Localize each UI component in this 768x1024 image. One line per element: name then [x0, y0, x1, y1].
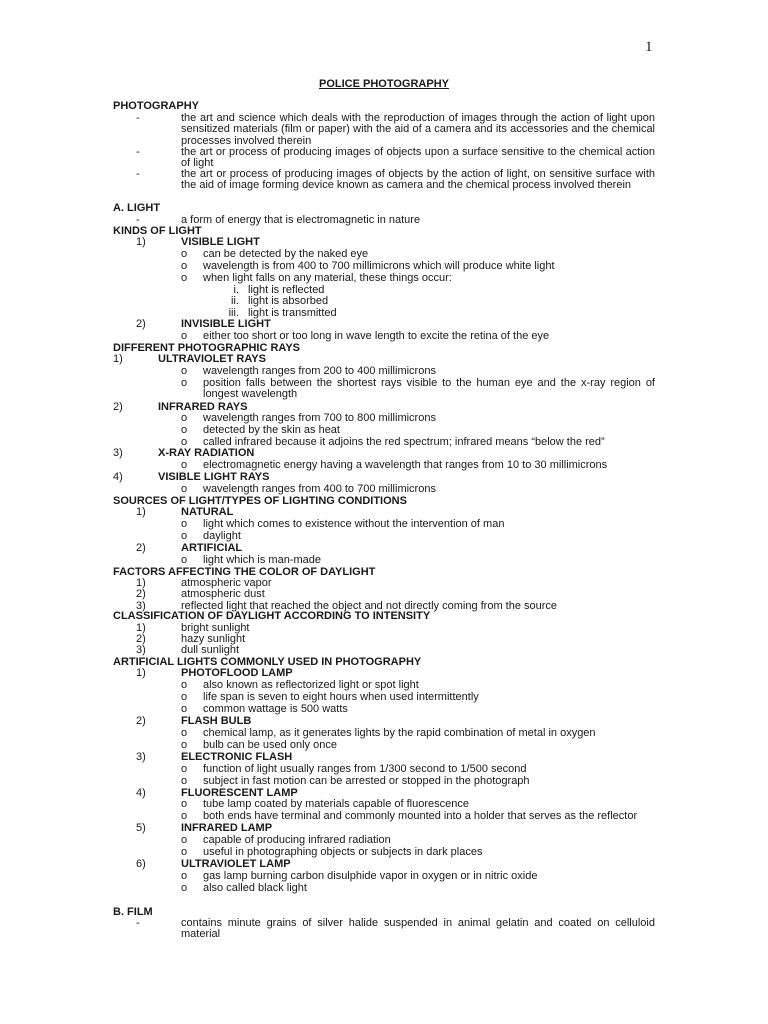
bullet-marker: o [181, 330, 188, 342]
section-heading-classification: CLASSIFICATION OF DAYLIGHT ACCORDING TO INTENSITY [113, 610, 431, 622]
bullet-marker: o [181, 436, 188, 448]
list-number: 1) [136, 236, 146, 248]
list-item: wavelength is from 400 to 700 millimicrons which will produce white light [203, 260, 555, 272]
list-item: electromagnetic energy having a wavelength that ranges from 10 to 30 millimicrons [203, 459, 608, 471]
dash-marker: - [136, 917, 140, 929]
bullet-marker: o [181, 459, 188, 471]
list-number: 2) [136, 318, 146, 330]
bullet-marker: o [181, 882, 188, 894]
section-heading-sources: SOURCES OF LIGHT/TYPES OF LIGHTING CONDITIONS [113, 495, 407, 507]
list-number: 1) [136, 667, 146, 679]
section-heading-factors: FACTORS AFFECTING THE COLOR OF DAYLIGHT [113, 566, 376, 578]
bullet-marker: o [181, 377, 188, 389]
subheading: FLUORESCENT LAMP [181, 787, 298, 799]
list-number: 1) [136, 577, 146, 589]
subheading: INFRARED RAYS [158, 401, 248, 413]
list-item: wavelength ranges from 700 to 800 millimicrons [203, 412, 436, 424]
bullet-marker: o [181, 412, 188, 424]
subheading: FLASH BULB [181, 715, 252, 727]
list-item: wavelength ranges from 400 to 700 millimicrons [203, 483, 436, 495]
list-item: either too short or too long in wave length to excite the retina of the eye [203, 330, 550, 342]
dash-marker: - [136, 168, 140, 180]
subheading: VISIBLE LIGHT RAYS [158, 471, 270, 483]
list-item: light is transmitted [248, 307, 337, 319]
dash-marker: - [136, 146, 140, 158]
bullet-marker: o [181, 518, 188, 530]
list-number: 1) [113, 353, 123, 365]
bullet-marker: o [181, 679, 188, 691]
list-item: light is absorbed [248, 295, 329, 307]
subheading: NATURAL [181, 506, 234, 518]
list-item: also known as reflectorized light or spot light [203, 679, 419, 691]
bullet-marker: o [181, 691, 188, 703]
list-item: both ends have terminal and commonly mounted into a holder that serves as the reflector [203, 810, 638, 822]
subheading: INVISIBLE LIGHT [181, 318, 271, 330]
definition-paragraph: the art or process of producing images of objects upon a surface sensitive to the chemical action of light [181, 146, 655, 170]
list-item: called infrared because it adjoins the red spectrum; infrared means “below the red” [203, 436, 605, 448]
list-number: 2) [136, 542, 146, 554]
list-number: 3) [136, 644, 146, 656]
list-item: light which comes to existence without the intervention of man [203, 518, 505, 530]
section-heading-light: A. LIGHT [113, 202, 161, 214]
bullet-marker: o [181, 775, 188, 787]
bullet-marker: o [181, 870, 188, 882]
bullet-marker: o [181, 260, 188, 272]
bullet-marker: o [181, 834, 188, 846]
list-number: 3) [136, 751, 146, 763]
subheading: PHOTOFLOOD LAMP [181, 667, 293, 679]
bullet-marker: o [181, 554, 188, 566]
roman-numeral: iii. [228, 307, 239, 319]
list-item: can be detected by the naked eye [203, 248, 369, 260]
list-item: atmospheric vapor [181, 577, 272, 589]
subheading: INFRARED LAMP [181, 822, 273, 834]
roman-numeral: ii. [231, 295, 239, 307]
subheading: VISIBLE LIGHT [181, 236, 260, 248]
list-item: capable of producing infrared radiation [203, 834, 391, 846]
bullet-marker: o [181, 703, 188, 715]
list-item: light is reflected [248, 284, 325, 296]
bullet-marker: o [181, 365, 188, 377]
bullet-marker: o [181, 763, 188, 775]
bullet-marker: o [181, 810, 188, 822]
definition-paragraph: the art or process of producing images of objects by the action of light, on sensitive surface with the aid of image forming device known as camera and the chemical process involved therein [181, 168, 655, 192]
list-number: 6) [136, 858, 146, 870]
list-item: daylight [203, 530, 241, 542]
list-item: reflected light that reached the object and not directly coming from the source [181, 600, 558, 612]
list-number: 5) [136, 822, 146, 834]
definition-paragraph: the art and science which deals with the reproduction of images through the action of light upon sensitized materials (film or paper) with the aid of a camera and its accessories and the chemical processes involved therein [181, 112, 655, 147]
section-heading-rays: DIFFERENT PHOTOGRAPHIC RAYS [113, 342, 301, 354]
list-number: 2) [113, 401, 123, 413]
subheading: ULTRAVIOLET LAMP [181, 858, 291, 870]
bullet-marker: o [181, 424, 188, 436]
list-item: bright sunlight [181, 622, 250, 634]
bullet-marker: o [181, 739, 188, 751]
list-item: dull sunlight [181, 644, 240, 656]
list-number: 3) [113, 447, 123, 459]
list-item: useful in photographing objects or subjects in dark places [203, 846, 483, 858]
list-item: common wattage is 500 watts [203, 703, 348, 715]
list-number: 4) [113, 471, 123, 483]
dash-marker: - [136, 112, 140, 124]
list-item: chemical lamp, as it generates lights by the rapid combination of metal in oxygen [203, 727, 596, 739]
list-number: 1) [136, 506, 146, 518]
subheading: ARTIFICIAL [181, 542, 243, 554]
definition-paragraph: contains minute grains of silver halide suspended in animal gelatin and coated on celluloid material [181, 917, 655, 941]
list-item: light which is man-made [203, 554, 321, 566]
list-item: detected by the skin as heat [203, 424, 340, 436]
list-item: atmospheric dust [181, 588, 265, 600]
subheading: ELECTRONIC FLASH [181, 751, 293, 763]
document-title: POLICE PHOTOGRAPHY [319, 78, 449, 90]
list-number: 1) [136, 622, 146, 634]
bullet-marker: o [181, 248, 188, 260]
section-heading-photography: PHOTOGRAPHY [113, 100, 199, 112]
bullet-marker: o [181, 530, 188, 542]
section-heading-film: B. FILM [113, 906, 153, 918]
page-number: 1 [645, 39, 653, 55]
list-item: also called black light [203, 882, 307, 894]
list-item: bulb can be used only once [203, 739, 337, 751]
list-item: a form of energy that is electromagnetic in nature [181, 214, 421, 226]
list-number: 4) [136, 787, 146, 799]
list-item: hazy sunlight [181, 633, 246, 645]
list-number: 2) [136, 633, 146, 645]
bullet-marker: o [181, 798, 188, 810]
section-heading-kinds: KINDS OF LIGHT [113, 225, 202, 237]
list-number: 2) [136, 715, 146, 727]
bullet-marker: o [181, 727, 188, 739]
list-item: life span is seven to eight hours when used intermittently [203, 691, 479, 703]
list-item: when light falls on any material, these things occur: [203, 272, 452, 284]
list-number: 2) [136, 588, 146, 600]
roman-numeral: i. [233, 284, 239, 296]
list-number: 3) [136, 600, 146, 612]
bullet-marker: o [181, 272, 188, 284]
section-heading-artificial-lights: ARTIFICIAL LIGHTS COMMONLY USED IN PHOTOGRAPHY [113, 656, 422, 668]
list-item: wavelength ranges from 200 to 400 millimicrons [203, 365, 436, 377]
subheading: X-RAY RADIATION [158, 447, 255, 459]
bullet-marker: o [181, 846, 188, 858]
list-item: position falls between the shortest rays visible to the human eye and the x-ray region of longest wavelength [203, 377, 655, 401]
list-item: subject in fast motion can be arrested or stopped in the photograph [203, 775, 530, 787]
list-item: tube lamp coated by materials capable of fluorescence [203, 798, 469, 810]
list-item: gas lamp burning carbon disulphide vapor in oxygen or in nitric oxide [203, 870, 538, 882]
bullet-marker: o [181, 483, 188, 495]
dash-marker: - [136, 214, 140, 226]
list-item: function of light usually ranges from 1/300 second to 1/500 second [203, 763, 527, 775]
subheading: ULTRAVIOLET RAYS [158, 353, 266, 365]
